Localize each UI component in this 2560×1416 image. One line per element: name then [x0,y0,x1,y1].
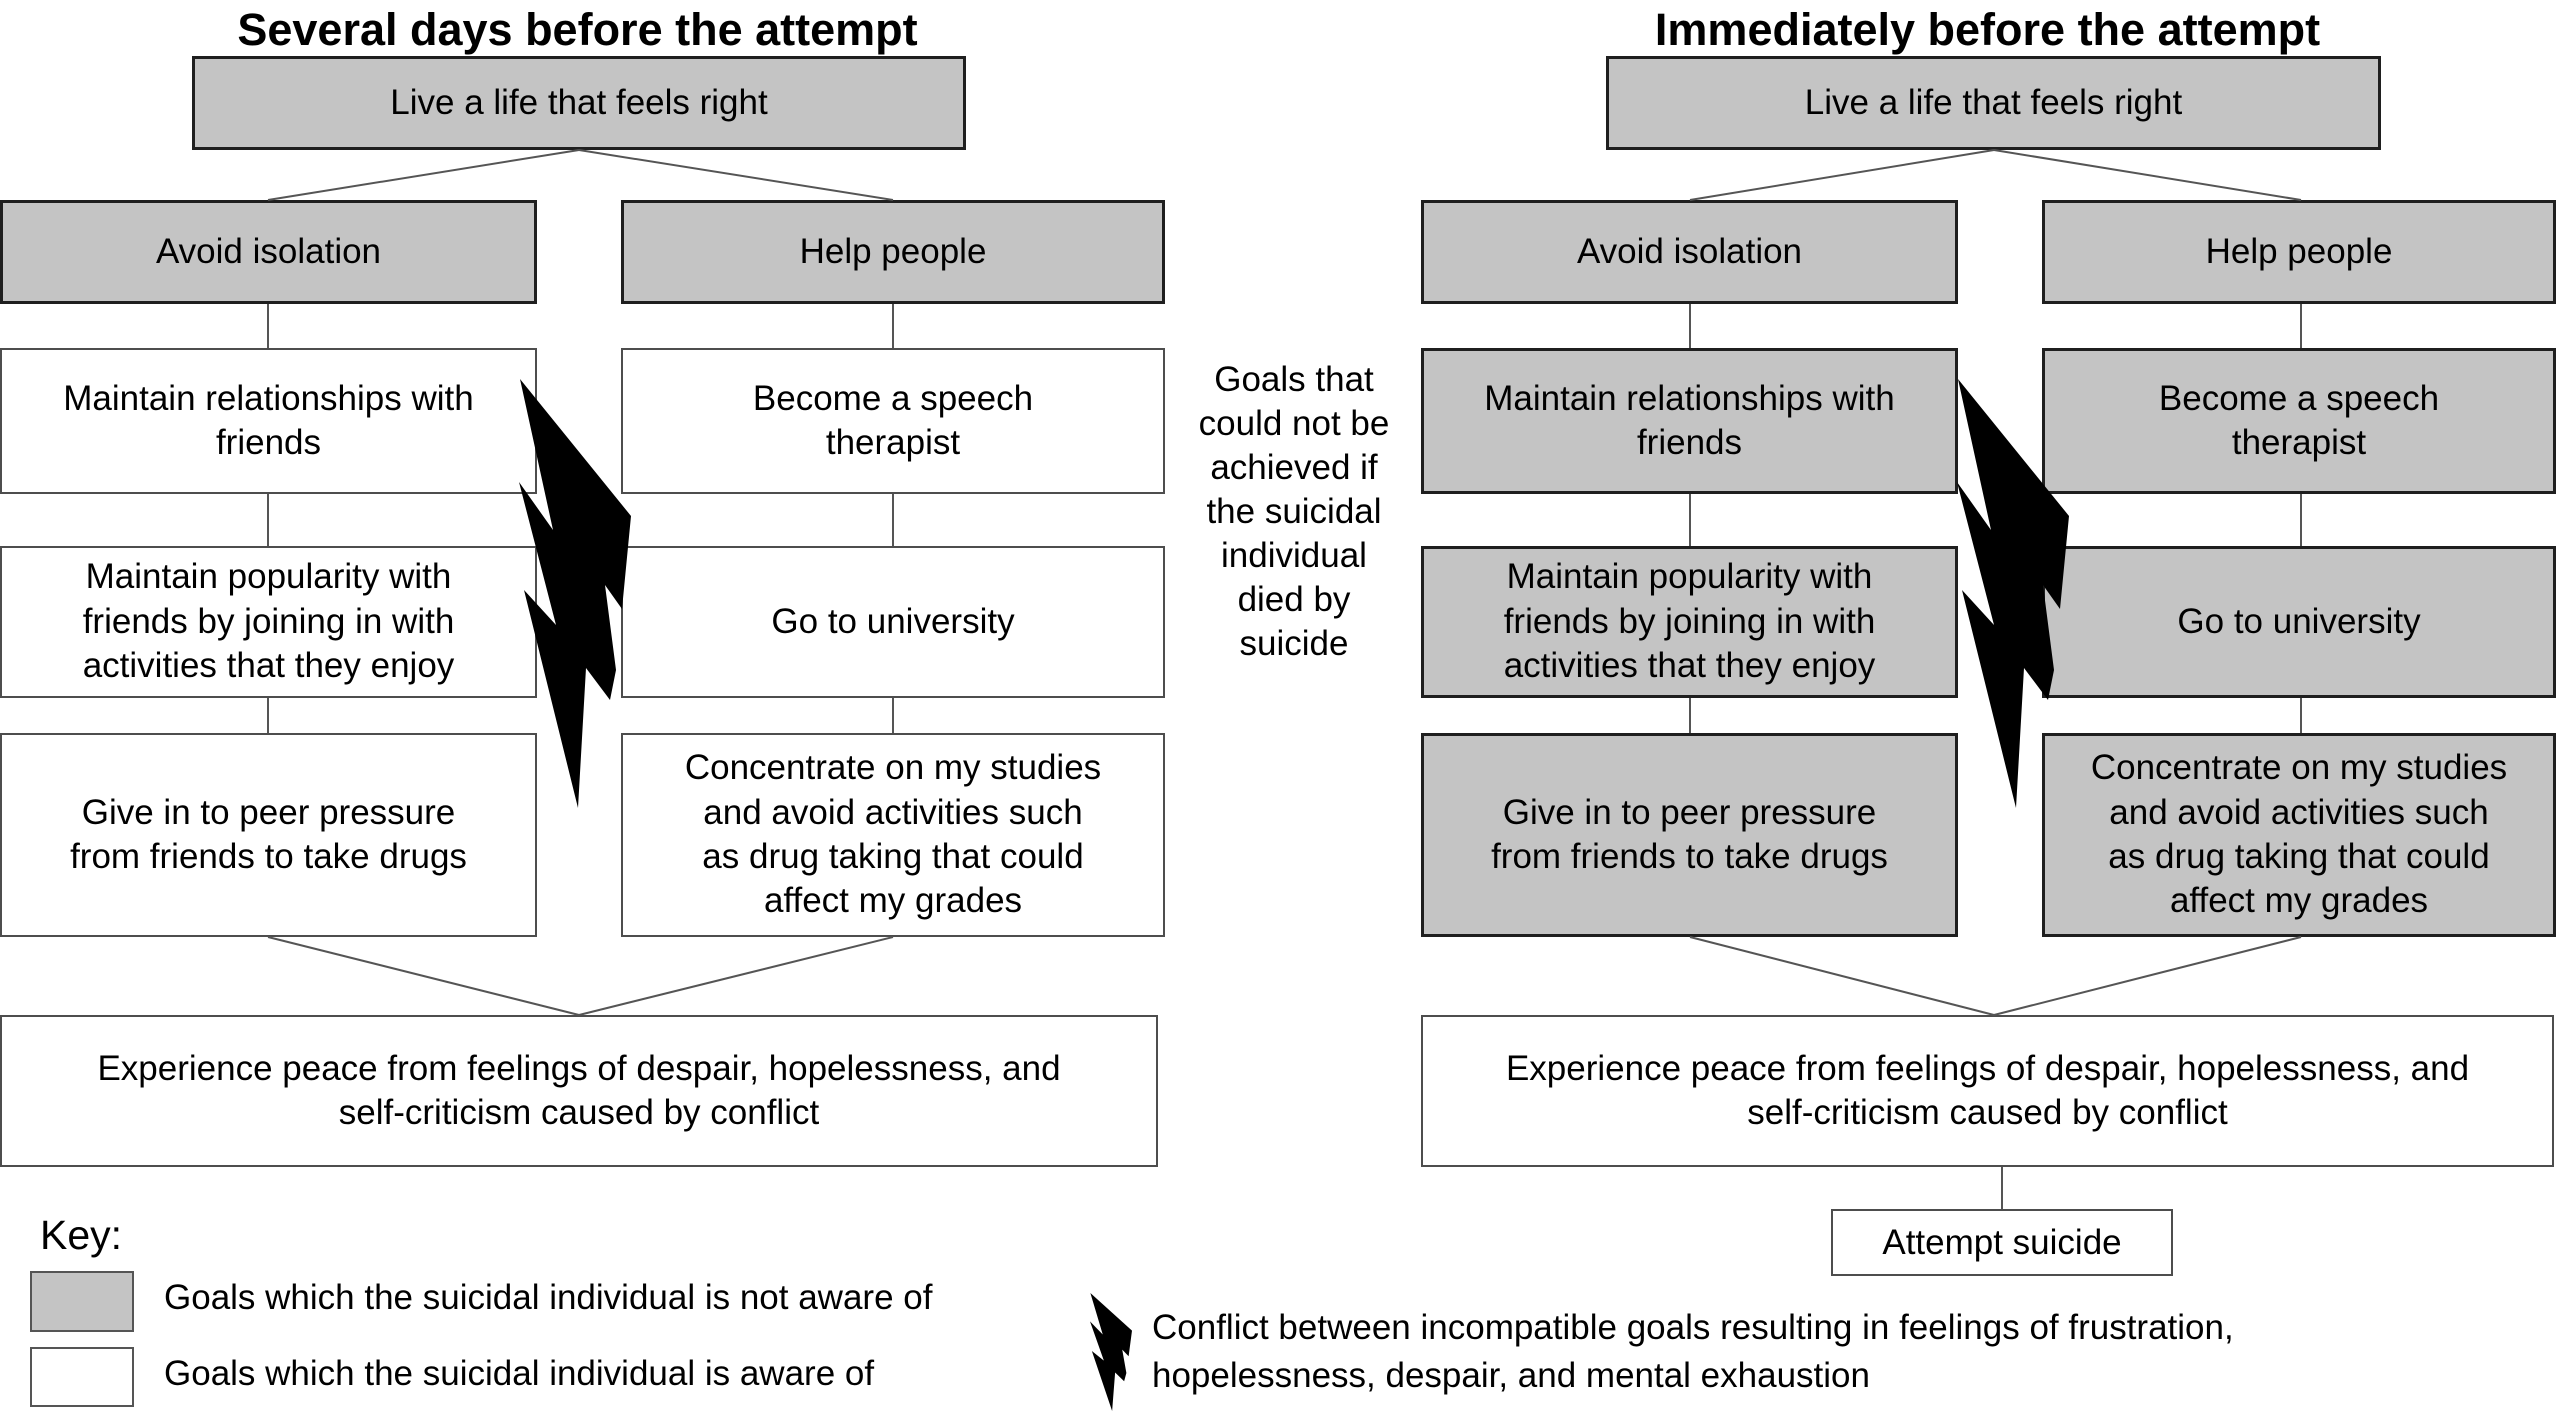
box-speech-therapist-right: Become a speech therapist [2042,348,2556,494]
box-maintain-relationships-right: Maintain relationships with friends [1421,348,1958,494]
box-live-a-life-right: Live a life that feels right [1606,56,2381,150]
box-avoid-isolation-left: Avoid isolation [0,200,537,304]
box-avoid-isolation-right: Avoid isolation [1421,200,1958,304]
left-panel-title: Several days before the attempt [237,4,918,55]
box-maintain-relationships-left: Maintain relationships with friends [0,348,537,494]
box-go-to-university-right: Go to university [2042,546,2556,698]
box-concentrate-studies-right: Concentrate on my studies and avoid activities such as drug taking that could affect my grades [2042,733,2556,937]
box-experience-peace-right: Experience peace from feelings of despair, hopelessness, and self-criticism caused by conflict [1421,1015,2554,1167]
key-swatch-unaware [30,1271,134,1332]
box-maintain-popularity-right: Maintain popularity with friends by joining in with activities that they enjoy [1421,546,1958,698]
key-swatch-aware [30,1347,134,1407]
key-bolt-icon [1090,1293,1132,1411]
box-attempt-suicide: Attempt suicide [1831,1209,2173,1276]
box-concentrate-studies-left: Concentrate on my studies and avoid activities such as drug taking that could affect my grades [621,733,1165,937]
box-go-to-university-left: Go to university [621,546,1165,698]
box-peer-pressure-right: Give in to peer pressure from friends to take drugs [1421,733,1958,937]
box-help-people-right: Help people [2042,200,2556,304]
middle-note: Goals that could not be achieved if the suicidal individual died by suicide [1198,360,1390,663]
right-panel-title: Immediately before the attempt [1654,4,2321,55]
key-conflict-label: Conflict between incompatible goals resulting in feelings of frustration, hopelessness, despair, and mental exhaustion [1152,1308,2234,1395]
key-label-aware: Goals which the suicidal individual is aware of [164,1354,875,1393]
box-live-a-life-left: Live a life that feels right [192,56,966,150]
key-label-unaware: Goals which the suicidal individual is not aware of [164,1278,933,1317]
box-help-people-left: Help people [621,200,1165,304]
box-peer-pressure-left: Give in to peer pressure from friends to take drugs [0,733,537,937]
key-title: Key: [40,1212,123,1258]
box-maintain-popularity-left: Maintain popularity with friends by joining in with activities that they enjoy [0,546,537,698]
box-speech-therapist-left: Become a speech therapist [621,348,1165,494]
box-experience-peace-left: Experience peace from feelings of despair, hopelessness, and self-criticism caused by conflict [0,1015,1158,1167]
